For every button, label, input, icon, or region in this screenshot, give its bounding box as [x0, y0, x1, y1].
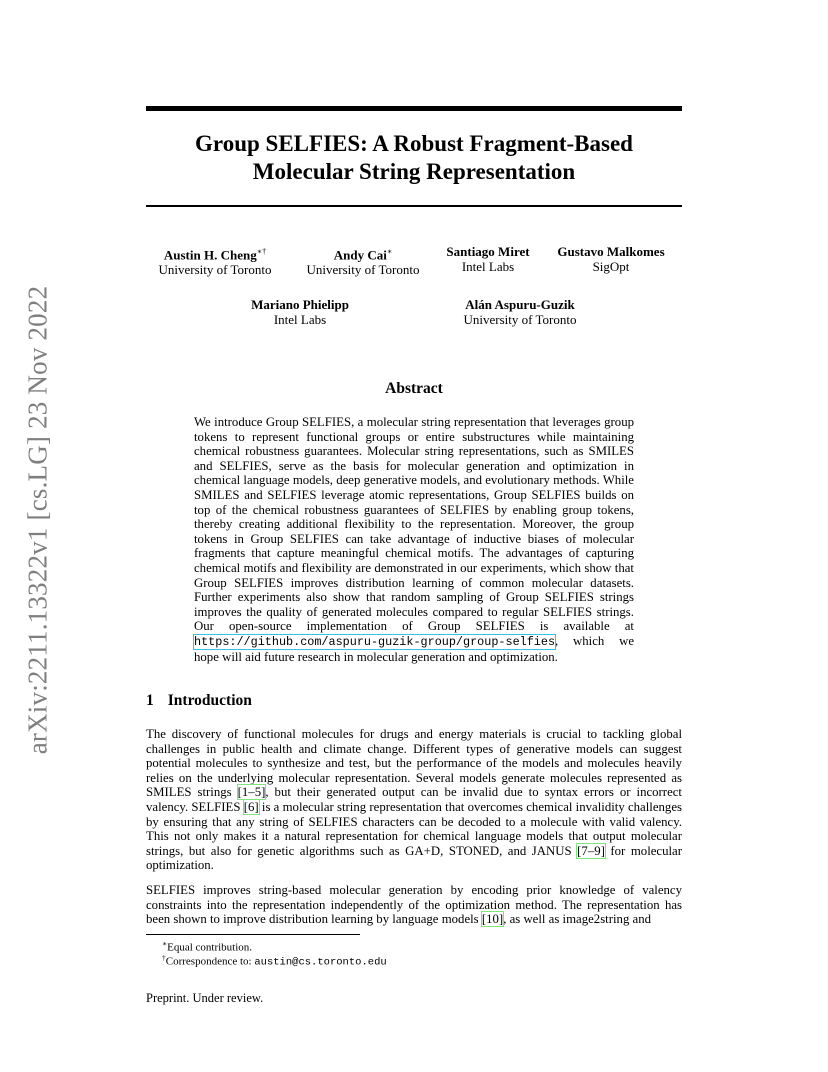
footnote-text: Equal contribution. — [167, 941, 253, 954]
author-affiliation: University of Toronto — [158, 262, 272, 278]
preprint-note: Preprint. Under review. — [146, 991, 264, 1005]
intro-paragraph-2 — [146, 883, 682, 927]
abstract-text-end: , which we hope will aid future research in molecular generation and optimization. — [194, 633, 634, 664]
abstract-heading: Abstract — [385, 380, 443, 397]
author-name: Alán Aspuru-Guzik — [465, 297, 575, 312]
footnote-mark: † — [162, 953, 166, 962]
paragraph-text: SELFIES improves string-based molecular generation by encoding prior knowledge of valency constraints into the representation independently of the optimization method. The representation has been shown to improve distribution learning by language models — [146, 883, 682, 927]
author-block — [438, 244, 538, 274]
author-mark: ∗† — [256, 247, 267, 256]
section-number: 1 — [146, 692, 154, 709]
repository-link[interactable]: https://github.com/aspuru-guzik-group/group-selfies — [194, 634, 556, 649]
citation-link[interactable]: [6] — [243, 799, 259, 814]
author-affiliation: University of Toronto — [306, 262, 420, 278]
paper-title — [146, 130, 682, 186]
citation-link[interactable]: [10] — [481, 912, 504, 927]
abstract-text: We introduce Group SELFIES, a molecular string representation that leverages group tokens to represent functional groups or entire substructures while maintaining chemical robustness guarantees. Molecular string representations, such as SMILES and SELFIES, serve as the basis for molecular generation and optimization in chemical language models, deep generative models, and evolutionary methods. While SMILES and SELFIES leverage atomic representations, Group SELFIES builds on top of the chemical robustness guarantees of SELFIES by enabling group tokens, thereby creating additional flexibility to the representation. Moreover, the group tokens in Group SELFIES can take advantage of inductive biases of molecular fragments that capture meaningful chemical motifs. The advantages of capturing chemical motifs and flexibility are demonstrated in our experiments, which show that Group SELFIES improves distribution learning of common molecular datasets. Further experiments also show that random sampling of Group SELFIES strings improves the quality of generated molecules compared to regular SELFIES strings. Our open-source implementation of Group SELFIES is available at — [194, 415, 634, 634]
author-name: Austin H. Cheng — [163, 247, 257, 263]
paragraph-text: is a molecular string representation that overcomes chemical invalidity challenges by ensuring that any string of SELFIES characters can be decoded to a molecule with valid valency. This not only makes it a natural representation for chemical language models that output molecular strings, but also for genetic algorithms such as GA+D, STONED, and JANUS — [146, 799, 682, 858]
paragraph-text: The discovery of functional molecules for drugs and energy materials is crucial to tackling global challenges in public health and climate change. Different types of generative models can suggest potential molecules to synthesize and test, but the performance of the models and molecules heavily relies on the underlying molecular representation. Several models generate molecules represented as SMILES strings — [146, 727, 682, 800]
author-block — [548, 244, 674, 274]
author-block — [236, 297, 364, 327]
footnote-text: Correspondence to: — [165, 955, 255, 968]
author-affiliation: SigOpt — [592, 259, 630, 274]
intro-paragraph-1 — [146, 727, 682, 873]
footnote-correspondence — [162, 951, 387, 970]
author-name: Mariano Phielipp — [251, 297, 349, 312]
author-affiliation: Intel Labs — [273, 312, 327, 327]
title-top-rule — [146, 106, 682, 111]
author-block — [296, 244, 430, 277]
section-title: Introduction — [167, 692, 252, 709]
paragraph-text: , but their generated output can be invalid due to syntax errors or incorrect valency. SELFIES — [146, 785, 682, 814]
author-affiliation: University of Toronto — [463, 312, 577, 327]
arxiv-identifier: arXiv:2211.13322v1 [cs.LG] 23 Nov 2022 — [22, 285, 53, 755]
paragraph-text: , as well as image2string and — [503, 912, 652, 927]
abstract-body — [194, 415, 634, 664]
author-block — [450, 297, 590, 327]
email-address: austin@cs.toronto.edu — [254, 956, 387, 969]
citation-link[interactable]: [1–5] — [237, 785, 266, 800]
paragraph-text: for molecular optimization. — [146, 843, 683, 873]
author-affiliation: Intel Labs — [461, 259, 515, 274]
footnote-mark: ∗ — [162, 939, 168, 948]
author-name: Gustavo Malkomes — [557, 244, 665, 259]
footnote-rule — [146, 934, 360, 935]
citation-link[interactable]: [7–9] — [577, 843, 605, 858]
author-name: Andy Cai — [333, 247, 387, 263]
author-block — [150, 244, 280, 277]
author-name: Santiago Miret — [446, 244, 530, 259]
author-mark: ∗ — [386, 247, 393, 256]
title-bottom-rule — [146, 205, 682, 207]
title-line-1: Group SELFIES: A Robust Fragment-Based — [195, 131, 633, 156]
section-heading — [146, 692, 252, 710]
title-line-2: Molecular String Representation — [252, 159, 576, 184]
